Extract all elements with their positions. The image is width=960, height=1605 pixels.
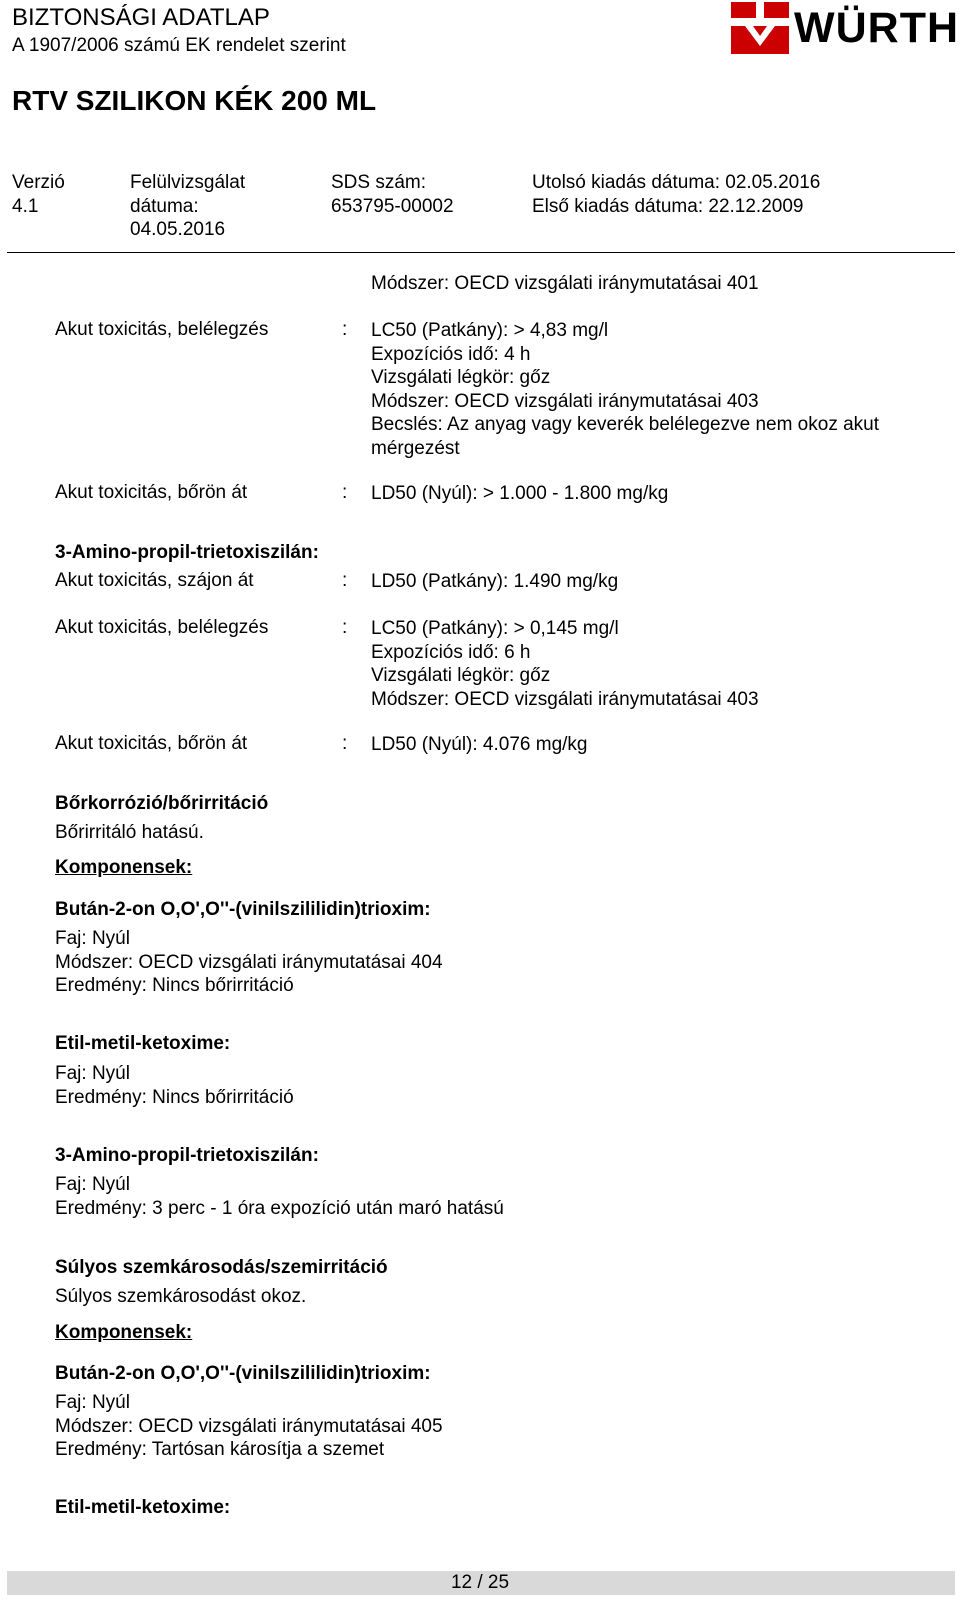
header-divider [7, 252, 955, 253]
acute-dermal-label: Akut toxicitás, bőrön át [55, 482, 248, 503]
component-heading: Etil-metil-ketoxime: [55, 1033, 231, 1054]
acute-oral-value: LD50 (Patkány): 1.490 mg/kg [371, 571, 619, 592]
wurth-logo [731, 2, 960, 54]
eye-damage-heading: Súlyos szemkárosodás/szemirritáció [55, 1257, 388, 1278]
eye-damage-text: Súlyos szemkárosodást okoz. [55, 1286, 307, 1307]
logo-wordmark: WÜRTH [794, 4, 960, 52]
acute-oral-label: Akut toxicitás, szájon át [55, 570, 254, 591]
component-details: Faj: Nyúl Eredmény: Nincs bőrirritáció [55, 1063, 294, 1108]
component-heading: 3-Amino-propil-trietoxiszilán: [55, 1145, 319, 1166]
acute-dermal-value: LD50 (Nyúl): > 1.000 - 1.800 mg/kg [371, 483, 669, 504]
component-details: Faj: Nyúl Módszer: OECD vizsgálati iránymutatásai 404 Eredmény: Nincs bőrirritáció [55, 928, 443, 996]
skin-corrosion-text: Bőrirritáló hatású. [55, 822, 204, 843]
component-heading: Bután-2-on O,O',O''-(vinilszililidin)trioxim: [55, 899, 431, 920]
regulation-subtitle: A 1907/2006 számú EK rendelet szerint [12, 35, 346, 56]
component-details: Faj: Nyúl Módszer: OECD vizsgálati iránymutatásai 405 Eredmény: Tartósan károsítja a szemet [55, 1392, 443, 1460]
component-details: Faj: Nyúl Eredmény: 3 perc - 1 óra expozíció után maró hatású [55, 1174, 504, 1219]
component-heading: 3-Amino-propil-trietoxiszilán: [55, 542, 319, 563]
document-title: BIZTONSÁGI ADATLAP [12, 4, 270, 31]
product-name: RTV SZILIKON KÉK 200 ML [12, 85, 377, 116]
acute-inhalation-values: LC50 (Patkány): > 0,145 mg/l Expozíciós idő: 6 h Vizsgálati légkör: gőz Módszer: OECD vizsgálati iránymutatásai 403 [371, 618, 759, 710]
acute-inhalation-label: Akut toxicitás, belélegzés [55, 319, 269, 340]
colon-separator: : [342, 482, 348, 503]
component-heading: Etil-metil-ketoxime: [55, 1497, 231, 1518]
colon-separator: : [342, 319, 348, 340]
revision-date-field: Felülvizsgálat dátuma: 04.05.2016 [130, 172, 246, 240]
skin-corrosion-heading: Bőrkorrózió/bőrirritáció [55, 793, 269, 814]
components-label: Komponensek: [55, 1322, 193, 1343]
issue-dates-field: Utolsó kiadás dátuma: 02.05.2016 Első kiadás dátuma: 22.12.2009 [532, 172, 821, 217]
colon-separator: : [342, 617, 348, 638]
acute-dermal-value: LD50 (Nyúl): 4.076 mg/kg [371, 734, 588, 755]
page-number: 12 / 25 [450, 1572, 510, 1593]
wurth-logo-mark-icon [731, 2, 789, 54]
acute-dermal-label: Akut toxicitás, bőrön át [55, 733, 248, 754]
colon-separator: : [342, 733, 348, 754]
acute-inhalation-label: Akut toxicitás, belélegzés [55, 617, 269, 638]
component-heading: Bután-2-on O,O',O''-(vinilszililidin)trioxim: [55, 1363, 431, 1384]
acute-inhalation-values: LC50 (Patkány): > 4,83 mg/l Expozíciós idő: 4 h Vizsgálati légkör: gőz Módszer: OECD vizsgálati iránymutatásai 403 Becslés: Az anyag vagy keverék belélegezve nem okoz akut mérgezést [371, 320, 880, 459]
sds-number-field: SDS szám: 653795-00002 [331, 172, 454, 217]
colon-separator: : [342, 570, 348, 591]
method-401-line: Módszer: OECD vizsgálati iránymutatásai 401 [371, 273, 759, 294]
version-field: Verzió 4.1 [12, 172, 65, 217]
components-label: Komponensek: [55, 857, 193, 878]
